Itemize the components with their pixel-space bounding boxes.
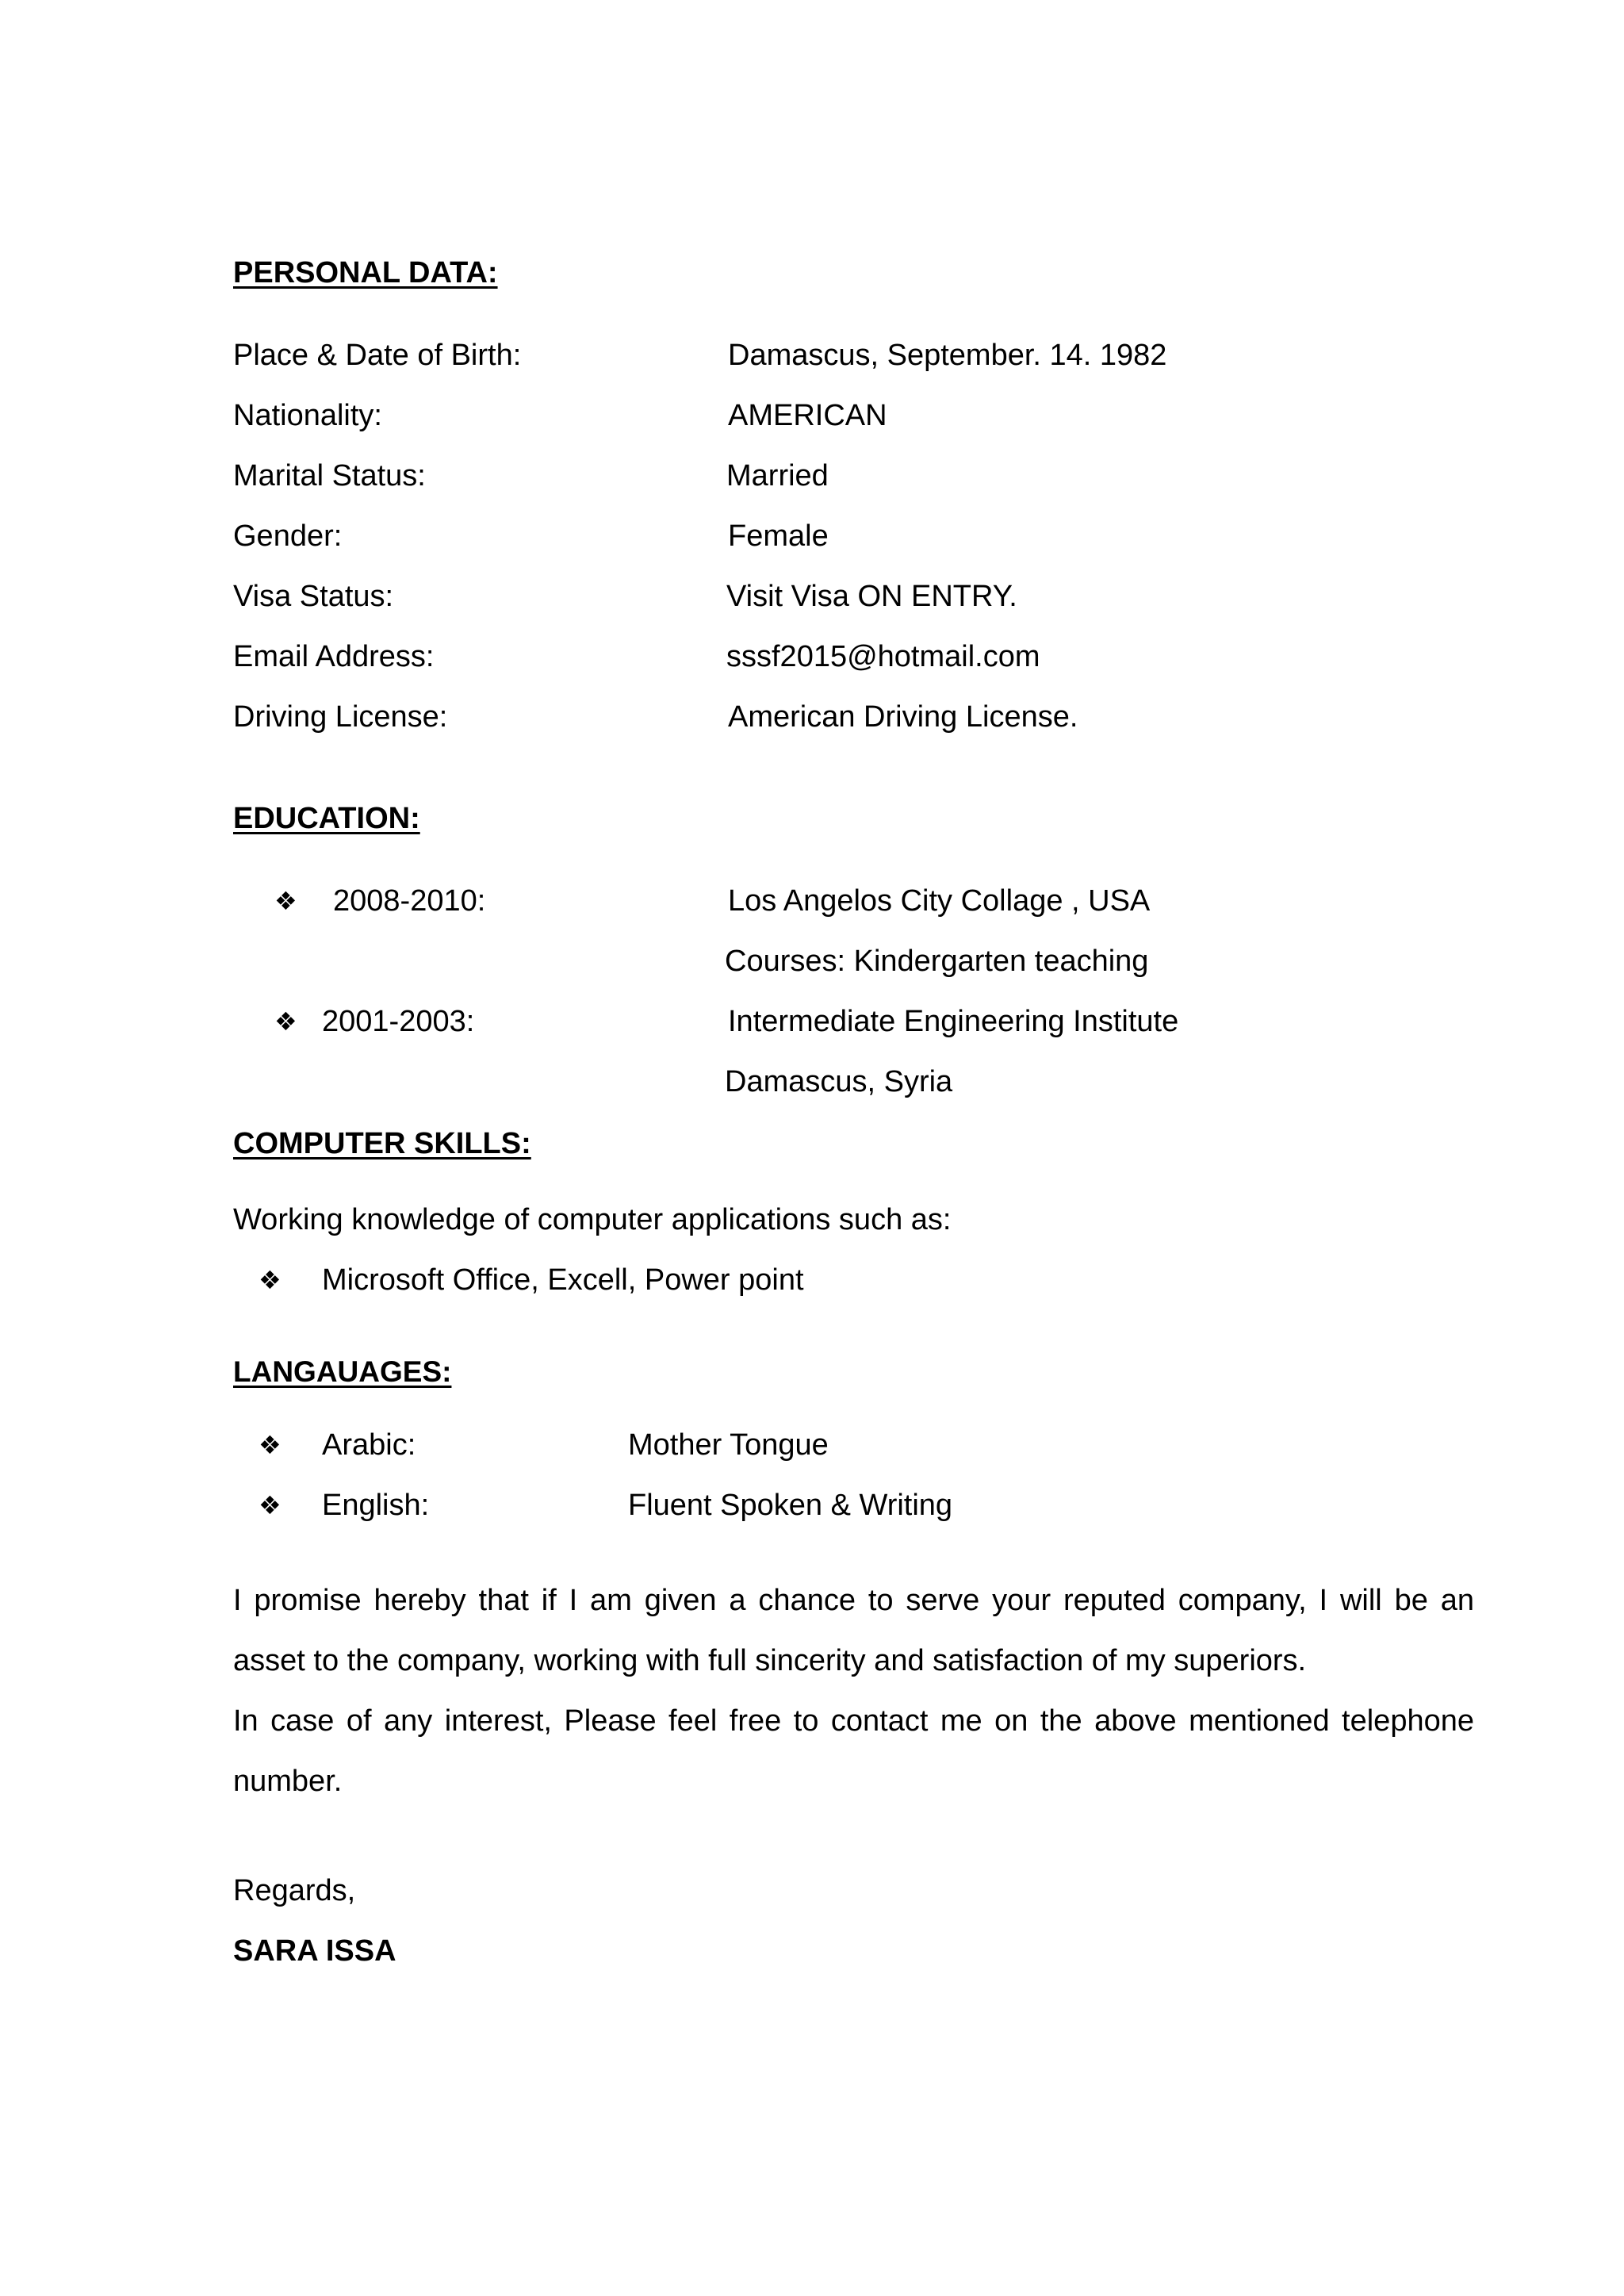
personal-data-heading: PERSONAL DATA: — [233, 256, 498, 289]
regards-text: Regards, — [233, 1874, 356, 1907]
languages-heading: LANGAUAGES: — [233, 1355, 452, 1388]
email-label: Email Address: — [233, 640, 435, 673]
education-detail: Damascus, Syria — [725, 1065, 953, 1098]
education-years: 2001-2003: — [322, 1005, 475, 1038]
marital-status-label: Marital Status: — [233, 459, 426, 493]
signature-name: SARA ISSA — [233, 1934, 396, 1968]
driving-license-label: Driving License: — [233, 700, 448, 734]
visa-status-value: Visit Visa ON ENTRY. — [726, 580, 1017, 613]
language-name: Arabic: — [322, 1428, 416, 1462]
bullet-icon: ❖ — [274, 886, 297, 916]
language-name: English: — [322, 1489, 430, 1522]
closing-paragraph-line: In case of any interest, Please feel free to contact me on the above mentioned telephone — [233, 1704, 1474, 1738]
education-detail: Courses: Kindergarten teaching — [725, 945, 1149, 978]
email-value: sssf2015@hotmail.com — [726, 640, 1040, 673]
gender-label: Gender: — [233, 519, 343, 553]
education-heading: EDUCATION: — [233, 802, 420, 835]
language-level: Fluent Spoken & Writing — [628, 1489, 953, 1522]
nationality-value: AMERICAN — [728, 399, 887, 432]
nationality-label: Nationality: — [233, 399, 382, 432]
computer-skills-heading: COMPUTER SKILLS: — [233, 1127, 531, 1160]
gender-value: Female — [728, 519, 829, 553]
bullet-icon: ❖ — [274, 1006, 297, 1037]
education-years: 2008-2010: — [333, 884, 486, 918]
bullet-icon: ❖ — [259, 1430, 282, 1460]
closing-paragraph-line: asset to the company, working with full sincerity and satisfaction of my superiors. — [233, 1644, 1307, 1677]
bullet-icon: ❖ — [259, 1265, 282, 1295]
visa-status-label: Visa Status: — [233, 580, 394, 613]
closing-paragraph-line: number. — [233, 1765, 343, 1798]
bullet-icon: ❖ — [259, 1490, 282, 1520]
driving-license-value: American Driving License. — [728, 700, 1078, 734]
language-level: Mother Tongue — [628, 1428, 829, 1462]
computer-skills-intro: Working knowledge of computer applications such as: — [233, 1203, 952, 1236]
computer-skill-item: Microsoft Office, Excell, Power point — [322, 1263, 804, 1297]
education-school: Intermediate Engineering Institute — [728, 1005, 1179, 1038]
birth-label: Place & Date of Birth: — [233, 339, 522, 372]
closing-paragraph-line: I promise hereby that if I am given a chance to serve your reputed company, I will be an — [233, 1584, 1474, 1617]
birth-value: Damascus, September. 14. 1982 — [728, 339, 1167, 372]
education-school: Los Angelos City Collage , USA — [728, 884, 1151, 918]
marital-status-value: Married — [726, 459, 829, 493]
